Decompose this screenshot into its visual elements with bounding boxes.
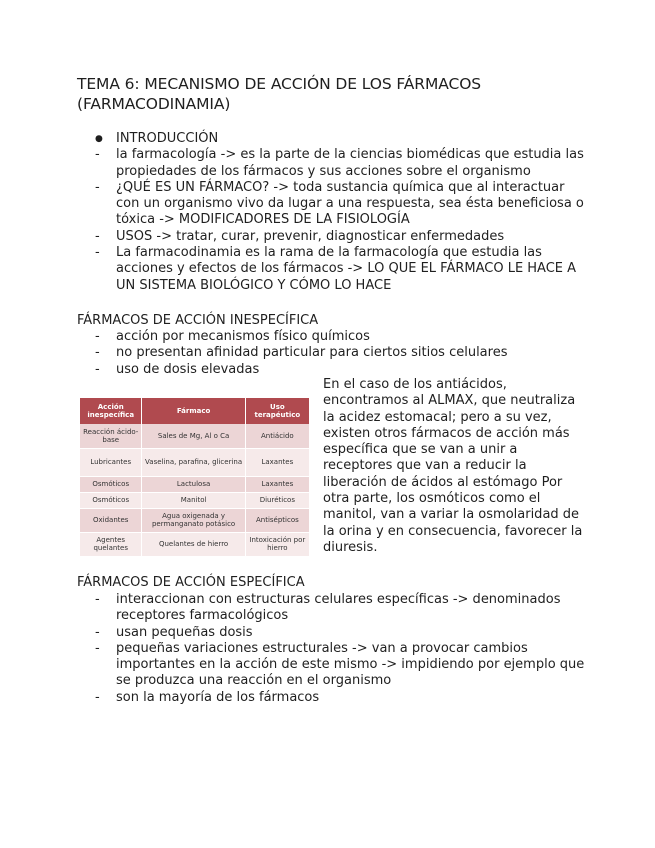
table-cell: Reacción ácido-base: [80, 424, 142, 448]
table-row: [80, 492, 310, 508]
table-cell: Antiácido: [245, 424, 309, 448]
intro-heading: INTRODUCCIÓN: [116, 131, 219, 146]
table-header-cell: Acción inespecífica: [80, 398, 142, 424]
table-cell: Diuréticos: [245, 492, 309, 508]
table-cell: Laxantes: [245, 476, 309, 492]
table-cell: Agentes quelantes: [80, 532, 142, 556]
table-cell: Laxantes: [245, 448, 309, 476]
intro-list: [77, 131, 587, 294]
intro-item-text: USOS -> tratar, curar, prevenir, diagnosticar enfermedades: [116, 228, 505, 244]
list-item: [77, 329, 587, 345]
list-item: [77, 245, 587, 294]
table-cell: Sales de Mg, Al o Ca: [142, 424, 245, 448]
list-item: [77, 147, 587, 180]
especifica-list: [77, 592, 587, 706]
intro-heading-item: [77, 131, 587, 147]
title-line-2: (FARMACODINAMIA): [77, 95, 231, 113]
list-item: [77, 641, 587, 690]
list-item: [77, 690, 587, 706]
dash-marker: -: [95, 245, 100, 261]
dash-marker: -: [95, 228, 100, 244]
dash-marker: -: [95, 624, 100, 640]
dash-marker: -: [95, 329, 100, 344]
intro-item-text: La farmacodinamia es la rama de la farmacología que estudia las acciones y efectos de los fármacos -> LO QUE EL FÁRMACO LE HACE A UN SISTEMA BIOLÓGICO Y CÓMO LO HACE: [116, 245, 577, 293]
page-title: [77, 74, 597, 114]
dash-marker: -: [95, 689, 100, 705]
inespecifica-item-text: acción por mecanismos físico químicos: [116, 329, 370, 344]
table-header-cell: Uso terapéutico: [245, 398, 309, 424]
list-item: [77, 625, 587, 641]
bullet-icon: ●: [95, 134, 103, 144]
especifica-item-text: son la mayoría de los fármacos: [116, 689, 320, 705]
especifica-item-text: interaccionan con estructuras celulares específicas -> denominados receptores farmacológicos: [116, 592, 561, 624]
list-item: [77, 592, 587, 625]
dash-marker: -: [95, 345, 100, 361]
table-cell: Osmóticos: [80, 492, 142, 508]
inespecifica-item-text: no presentan afinidad particular para ciertos sitios celulares: [116, 345, 508, 361]
dash-marker: -: [95, 179, 100, 195]
table-cell: Osmóticos: [80, 476, 142, 492]
table-cell: Antisépticos: [245, 508, 309, 532]
especifica-item-text: usan pequeñas dosis: [116, 624, 253, 640]
title-line-1: TEMA 6: MECANISMO DE ACCIÓN DE LOS FÁRMACOS: [77, 75, 482, 93]
table-header-row: [80, 398, 310, 424]
table-header-cell: Fármaco: [142, 398, 245, 424]
table-cell: Intoxicación por hierro: [245, 532, 309, 556]
table-cell: Lubricantes: [80, 448, 142, 476]
intro-item-text: la farmacología -> es la parte de la ciencias biomédicas que estudia las propiedades de los fármacos y sus acciones sobre el organismo: [116, 147, 584, 179]
intro-item-text: ¿QUÉ ES UN FÁRMACO? -> toda sustancia química que al interactuar con un organismo vivo da lugar a una respuesta, sea ésta beneficiosa o tóxica -> MODIFICADORES DE LA FISIOLOGÍA: [116, 179, 584, 228]
antiacid-paragraph: En el caso de los antiácidos, encontramos al ALMAX, que neutraliza la acidez estomacal; pero a su vez, existen otros fármacos de acción más específica que se van a unir a receptores que van a reducir la liberación de ácidos al estómago Por otra parte, los osmóticos como el manitol, van a variar la osmolaridad de la orina y en consecuencia, favorecer la diuresis.: [323, 377, 583, 555]
inespecifica-item-text: uso de dosis elevadas: [116, 361, 260, 377]
list-item: [77, 345, 587, 361]
table-row: [80, 532, 310, 556]
dash-marker: -: [95, 361, 100, 377]
section-title-especifica: FÁRMACOS DE ACCIÓN ESPECÍFICA: [77, 575, 305, 590]
table-row: [80, 424, 310, 448]
table-cell: Agua oxigenada y permanganato potásico: [142, 508, 245, 532]
drug-table: [80, 398, 310, 557]
inespecifica-list: [77, 329, 587, 378]
dash-marker: -: [95, 640, 100, 656]
table-row: [80, 476, 310, 492]
table-cell: Oxidantes: [80, 508, 142, 532]
section-title-inespecifica: FÁRMACOS DE ACCIÓN INESPECÍFICA: [77, 313, 319, 328]
list-item: [77, 229, 587, 245]
list-item: [77, 362, 587, 378]
list-item: [77, 180, 587, 229]
table-cell: Quelantes de hierro: [142, 532, 245, 556]
table-row: [80, 448, 310, 476]
drug-table-image: [80, 398, 310, 557]
dash-marker: -: [95, 147, 100, 163]
especifica-item-text: pequeñas variaciones estructurales -> van a provocar cambios importantes en la acción de este mismo -> impidiendo por ejemplo que se produzca una reacción en el organismo: [116, 640, 585, 689]
table-cell: Lactulosa: [142, 476, 245, 492]
table-cell: Vaselina, parafina, glicerina: [142, 448, 245, 476]
table-cell: Manitol: [142, 492, 245, 508]
table-row: [80, 508, 310, 532]
dash-marker: -: [95, 592, 100, 607]
